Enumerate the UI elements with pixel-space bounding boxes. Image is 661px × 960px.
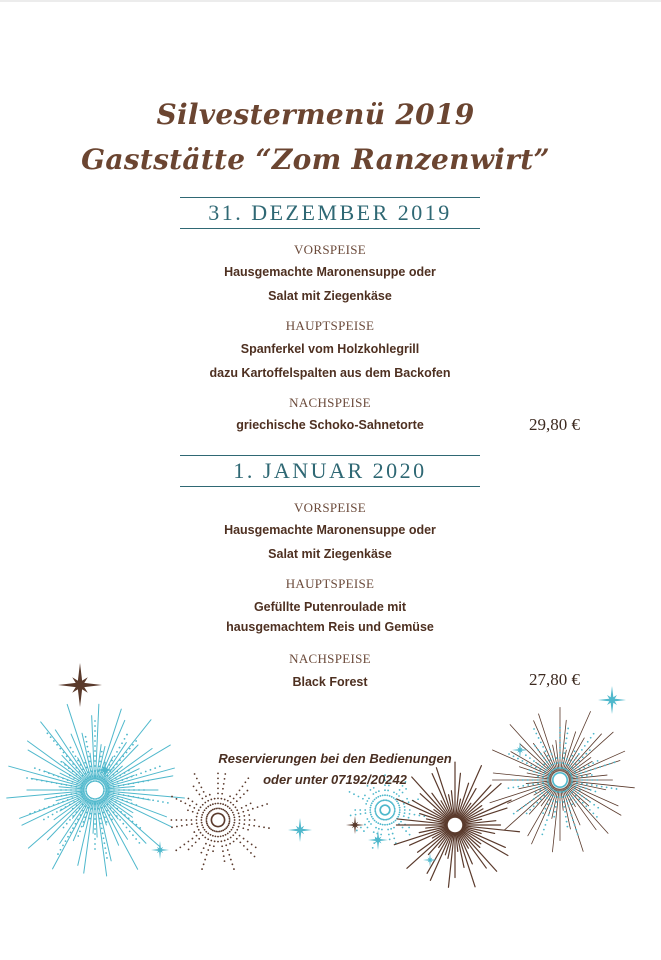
sparkle-star	[368, 830, 388, 850]
price-jan1: 27,80 €	[529, 670, 580, 689]
restaurant-name: Gaststätte “Zom Ranzenwirt”	[81, 143, 550, 176]
dish-line: Salat mit Ziegenkäse	[268, 547, 392, 561]
date-header-dec31: 31. DEZEMBER 2019	[180, 197, 480, 229]
dish-line: hausgemachtem Reis und Gemüse	[226, 620, 434, 634]
course-label-starter: VORSPEISE	[293, 500, 367, 515]
sparkle-star	[151, 841, 169, 859]
sparkle-star	[423, 853, 437, 867]
sparkle-star	[346, 816, 364, 834]
dish-line: Gefüllte Putenroulade mit	[253, 600, 407, 614]
fireworks-illustration	[0, 640, 661, 940]
dish-line: griechische Schoko-Sahnetorte	[236, 418, 424, 432]
dish-line: Hausgemachte Maronensuppe oder	[224, 265, 436, 279]
course-label-main: HAUPTSPEISE	[285, 576, 375, 591]
top-border	[0, 0, 661, 2]
dish-line: Black Forest	[292, 675, 368, 689]
sparkle-star	[58, 663, 102, 707]
dish-line: Salat mit Ziegenkäse	[268, 289, 392, 303]
date-header-jan1: 1. JANUAR 2020	[180, 455, 480, 487]
course-label-main: HAUPTSPEISE	[285, 318, 375, 333]
course-label-starter: VORSPEISE	[293, 242, 367, 257]
firework-burst	[490, 707, 634, 851]
menu-title: Silvestermenü 2019	[156, 98, 475, 131]
sparkle-star	[598, 686, 626, 714]
course-label-dessert: NACHSPEISE	[289, 395, 371, 410]
dish-line: Spanferkel vom Holzkohlegrill	[240, 342, 420, 356]
dish-line: dazu Kartoffelspalten aus dem Backofen	[209, 366, 451, 380]
reservation-phone: oder unter 07192/20242	[263, 772, 407, 787]
reservation-line: Reservierungen bei den Bedienungen	[218, 751, 452, 766]
course-label-dessert: NACHSPEISE	[289, 651, 371, 666]
sparkle-star	[288, 818, 312, 842]
dish-line: Hausgemachte Maronensuppe oder	[224, 523, 436, 537]
price-dec31: 29,80 €	[529, 415, 580, 434]
